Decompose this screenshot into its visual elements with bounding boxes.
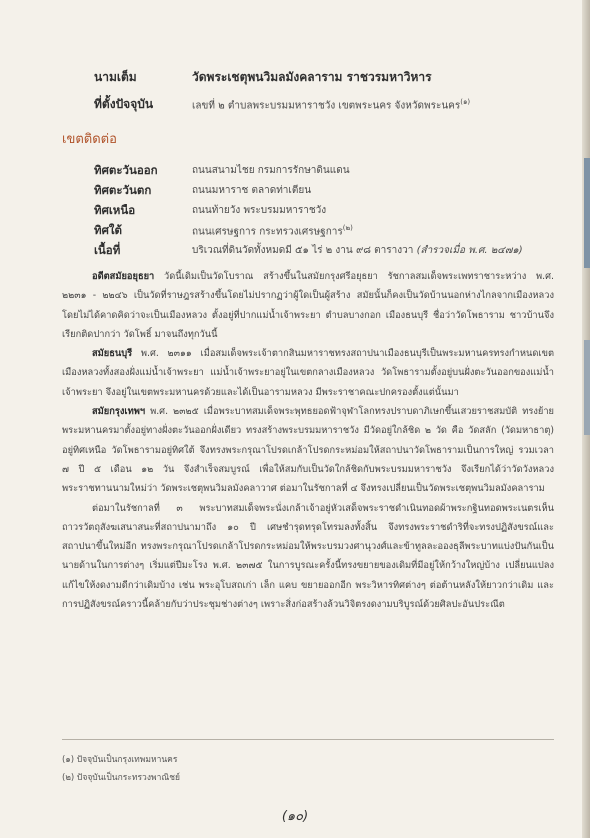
west-row bbox=[0, 182, 590, 198]
area-row bbox=[0, 242, 590, 258]
east-value: ถนนสนามไชย กรมการรักษาดินแดน bbox=[192, 165, 350, 176]
boundary-heading: เขตติดต่อ bbox=[62, 132, 117, 147]
footnote-divider bbox=[62, 739, 554, 740]
paragraph-ayutthaya bbox=[62, 267, 554, 344]
paragraph-text: ต่อมาในรัชกาลที่ ๓ พระบาทสมเด็จพระนั่งเกล้าเจ้าอยู่หัวเสด็จพระราชดำเนินทอดผ้าพระกฐินทอดพระเนตรเห็นถาวรวัตถุสังฆเสนาสนะที่สถาปนามาถึง ๑๐ ปี เศษชำรุดทรุดโทรมลงทั้งสิ้น จึงทรงพระราชดำริที่จะทรงปฏิสังขรณ์และสถาปนาขึ้นใหม่อีก ทรงพระกรุณาโปรดเกล้าโปรดกระหม่อมให้พระบรมวงศานุวงศ์และข้าทูลละอองธุลีพระบาทแบ่งปันกันเป็นนายด้านในการต่างๆ เริ่มแต่ปีมะโรง พ.ศ. ๒๓๗๕ ในการบูรณะครั้งนี้ทรงขยายของเดิมที่มีอยู่ให้กว้างใหญ่บ้าง เปลี่ยนแปลงแก้ไขให้งดงามดีกว่าเดิมบ้าง เช่น พระอุโบสถเก่า เล็ก แคบ ขยายออกอีก พระวิหารทิศต่างๆ ต่อต้านหลังให้ยาวกว่าเดิม และการปฏิสังขรณ์คราวนี้คล้ายกับว่าประชุมช่างต่างๆ เพราะสิ่งก่อสร้างล้วนวิจิตรงดงามบริบูรณ์ด้วยศิลปะอันประณีต bbox=[62, 502, 554, 611]
north-row bbox=[0, 202, 590, 218]
location-value bbox=[192, 97, 470, 113]
east-label: ทิศตะวันออก bbox=[94, 163, 158, 177]
north-label: ทิศเหนือ bbox=[94, 203, 136, 217]
name-label: นามเต็ม bbox=[94, 70, 137, 84]
location-label: ที่ตั้งปัจจุบัน bbox=[94, 97, 154, 111]
south-label: ทิศใต้ bbox=[94, 223, 122, 237]
area-text: บริเวณที่ดินวัดทั้งหมดมี ๕๑ ไร่ ๒ งาน ๙๘ ตารางวา bbox=[192, 245, 414, 256]
south-value bbox=[192, 223, 353, 239]
north-value: ถนนท้ายวัง พระบรมมหาราชวัง bbox=[192, 205, 327, 216]
paragraph-rama3 bbox=[62, 499, 554, 615]
paragraph-thonburi bbox=[62, 344, 554, 402]
footnote-1: (๑) ปัจจุบันเป็นกรุงเทพมหานคร bbox=[62, 755, 178, 765]
footnote-2: (๒) ปัจจุบันเป็นกระทรวงพาณิชย์ bbox=[62, 773, 180, 783]
name-row bbox=[0, 68, 590, 86]
era-heading: สมัยธนบุรี bbox=[92, 348, 133, 360]
era-heading: สมัยกรุงเทพฯ bbox=[92, 406, 146, 418]
body-text bbox=[62, 267, 554, 614]
paragraph-bangkok bbox=[62, 402, 554, 498]
paragraph-text: วัดนี้เดิมเป็นวัดโบราณ สร้างขึ้นในสมัยกรุงศรีอยุธยา รัชกาลสมเด็จพระเพทราชาระหว่าง พ.ศ. ๒๒๓๑ - ๒๒๔๖ เป็นวัดที่ราษฎรสร้างขึ้นโดยไม่ปรากฏว่าผู้ใดเป็นผู้สร้าง สมัยนั้นก็คงเป็นวัดบ้านนอกห่างไกลจากเมืองหลวงโดยไม่ได้คาดคิดว่าจะเป็นเมืองหลวง ตั้งอยู่ที่ปากแม่น้ำเจ้าพระยา ตำบลบางกอก เมืองธนบุรี ชื่อว่าวัดโพธาราม ชาวบ้านจึงเรียกติดปากว่า วัดโพธิ์ มาจนถึงทุกวันนี้ bbox=[62, 271, 554, 340]
area-note: (สำรวจเมื่อ พ.ศ. ๒๔๗๑) bbox=[416, 245, 523, 256]
location-row bbox=[0, 95, 590, 113]
name-value: วัดพระเชตุพนวิมลมังคลาราม ราชวรมหาวิหาร bbox=[192, 70, 432, 84]
south-row bbox=[0, 222, 590, 238]
era-heading: อดีตสมัยอยุธยา bbox=[92, 271, 155, 282]
page-number: (๑๐) bbox=[281, 809, 309, 824]
west-label: ทิศตะวันตก bbox=[94, 183, 152, 197]
area-label: เนื้อที่ bbox=[94, 243, 121, 257]
location-text: เลขที่ ๒ ตำบลพระบรมมหาราชวัง เขตพระนคร จังหวัดพระนคร bbox=[192, 100, 461, 112]
footnote-ref: (๒) bbox=[342, 224, 353, 232]
south-text: ถนนเศรษฐการ กระทรวงเศรษฐการ bbox=[192, 226, 343, 238]
spine-image-fragment bbox=[584, 340, 590, 435]
paragraph-text: พ.ศ. ๒๓๒๕ เมื่อพระบาทสมเด็จพระพุทธยอดฟ้าจุฬาโลกทรงปราบดาภิเษกขึ้นเสวยราชสมบัติ ทรงย้ายพระมหานครมาตั้งอยู่ทางฝั่งตะวันออกฝั่งเดียว ทรงสร้างพระบรมมหาราชวัง มีวัดอยู่ใกล้ชิด ๒ วัด คือ วัดสลัก (วัดมหาธาตุ) อยู่ทิศเหนือ วัดโพธารามอยู่ทิศใต้ จึงทรงพระกรุณาโปรดเกล้าโปรดกระหม่อมให้สถาปนาวัดโพธารามเป็นการใหญ่ รวมเวลา ๗ ปี ๕ เดือน ๑๒ วัน จึงสำเร็จสมบูรณ์ เพื่อให้สมกับเป็นวัดใกล้ชิดกับพระบรมมหาราชวัง จึงเรียกได้ว่าวัดวังหลวง พระราชทานนามใหม่ว่า วัดพระเชตุพนวิมลมังคลาวาศ ต่อมาในรัชกาลที่ ๔ จึงทรงเปลี่ยนเป็นวัดพระเชตุพนวิมลมังคลาราม bbox=[62, 406, 554, 495]
area-value bbox=[192, 243, 523, 258]
footnote-ref: (๑) bbox=[460, 98, 471, 106]
east-row bbox=[0, 162, 590, 178]
paragraph-text: พ.ศ. ๒๓๑๑ เมื่อสมเด็จพระเจ้าตากสินมหาราชทรงสถาปนาเมืองธนบุรีเป็นพระมหานครทรงกำหนดเขตเมืองหลวงทั้งสองฝั่งแม่น้ำเจ้าพระยา แม่น้ำเจ้าพระยาอยู่ในเขตกลางเมืองหลวง วัดโพธารามตั้งอยู่บนฝั่งตะวันออกของแม่น้ำเจ้าพระยา จึงอยู่ในเขตพระมหานครด้วยและได้เป็นอารามหลวง มีพระราชาคณะปกครองตั้งแต่นั้นมา bbox=[62, 348, 554, 398]
west-value: ถนนมหาราช ตลาดท่าเตียน bbox=[192, 185, 312, 196]
